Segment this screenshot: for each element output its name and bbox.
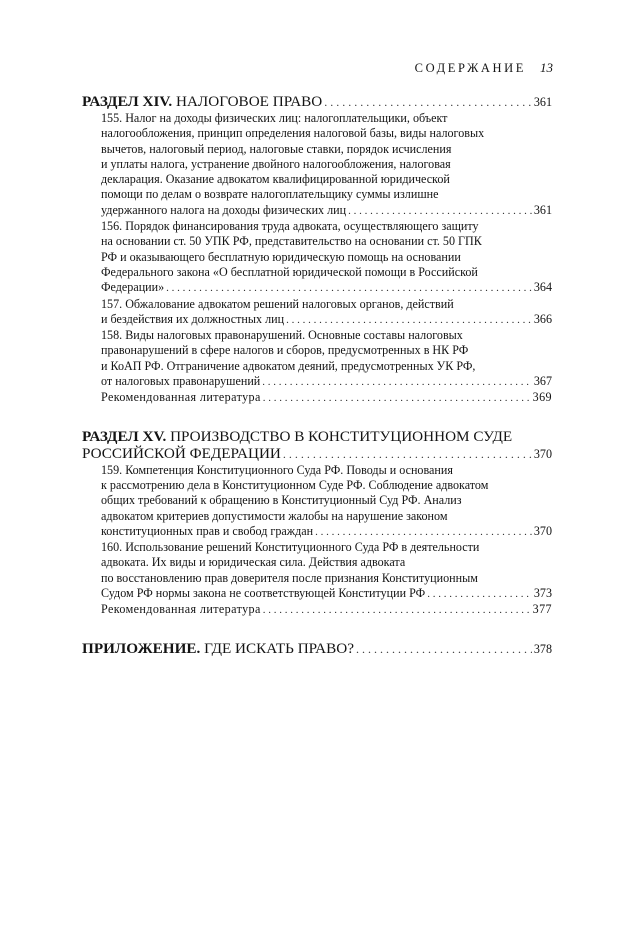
toc-entry-line xyxy=(101,493,552,508)
toc-entry-line xyxy=(101,265,552,280)
section-title-text: ГДЕ ИСКАТЬ ПРАВО? xyxy=(204,639,354,657)
page-number: 13 xyxy=(540,60,553,75)
toc-entry-line xyxy=(101,390,552,406)
section-label: РАЗДЕЛ XIV. xyxy=(82,93,173,110)
toc-entry-text: Судом РФ нормы закона не соответствующей Конституции РФ xyxy=(101,586,426,601)
dot-leader xyxy=(348,204,532,219)
section-page-number: 370 xyxy=(533,446,552,461)
toc-entry-text: на основании ст. 50 УПК РФ, представительство на основании ст. 50 ГПК xyxy=(101,234,482,249)
toc-entry-page-number: 369 xyxy=(532,390,552,405)
section-heading-text xyxy=(82,93,322,110)
toc-entry-text: 159. Компетенция Конституционного Суда РФ. Поводы и основания xyxy=(101,462,453,477)
toc-entry-page-number: 366 xyxy=(533,311,552,326)
section-heading-line xyxy=(82,445,552,463)
toc-entry-page-number: 377 xyxy=(532,602,552,617)
toc-entry-text: конституционных прав и свобод граждан xyxy=(101,523,314,538)
toc-entry xyxy=(101,297,552,329)
toc-entry-text: Федерального закона «О бесплатной юридической помощи в Российской xyxy=(101,264,478,279)
toc-entry-line xyxy=(101,203,552,219)
toc-entry-line xyxy=(101,219,552,234)
running-head-title: СОДЕРЖАНИЕ xyxy=(414,61,526,75)
recommended-literature-entry xyxy=(101,602,552,618)
section-label: ПРИЛОЖЕНИЕ. xyxy=(82,639,201,657)
toc-entry-text: 158. Виды налоговых правонарушений. Основные составы налоговых xyxy=(101,328,463,343)
toc-entry-page-number: 367 xyxy=(533,374,552,389)
section-label: РАЗДЕЛ XV. xyxy=(82,427,167,445)
toc-entry-text: 156. Порядок финансирования труда адвоката, осуществляющего защиту xyxy=(101,219,479,234)
dot-leader xyxy=(356,641,532,658)
section-heading xyxy=(82,640,552,658)
dot-leader xyxy=(324,94,532,111)
toc-entry-line xyxy=(101,555,552,570)
toc-entry-text: вычетов, налоговый период, налоговые ставки, порядок исчисления xyxy=(101,141,452,156)
dot-leader xyxy=(286,313,532,328)
toc-entry-line xyxy=(101,157,552,172)
toc-entry-line xyxy=(101,509,552,524)
section-title-text: НАЛОГОВОЕ ПРАВО xyxy=(175,93,323,110)
toc-entry-text: правонарушений в сфере налогов и сборов, предусмотренных в НК РФ xyxy=(101,343,469,358)
toc-entry-text: от налоговых правонарушений xyxy=(101,374,261,389)
toc-entry-text: налогообложения, принцип определения налоговой базы, виды налоговых xyxy=(101,126,485,141)
dot-leader xyxy=(166,281,532,296)
dot-leader xyxy=(315,525,532,540)
toc-entry-line xyxy=(101,343,552,358)
toc-entry xyxy=(101,219,552,296)
toc-entry-text: РФ и оказывающего бесплатную юридическую помощь на основании xyxy=(101,249,461,264)
toc-entry-line xyxy=(101,234,552,249)
toc-entry-text: помощи по делам о возврате налогоплательщику суммы излишне xyxy=(101,187,439,202)
toc-entries xyxy=(101,463,552,619)
dot-leader xyxy=(262,375,532,390)
toc-entry-line xyxy=(101,111,552,126)
section-heading-text xyxy=(82,428,512,445)
toc-entry-line xyxy=(101,250,552,265)
toc-entry-line xyxy=(101,187,552,202)
toc-entry xyxy=(101,540,552,602)
section-heading-line xyxy=(82,640,552,658)
toc-entry-line xyxy=(101,586,552,602)
toc-entry-text: и уплаты налога, устранение двойного налогообложения, налоговая xyxy=(101,156,451,171)
section-heading xyxy=(82,428,552,463)
toc-entry-page-number: 364 xyxy=(533,280,552,295)
section-page-number: 378 xyxy=(533,641,552,656)
dot-leader xyxy=(427,587,532,602)
dot-leader xyxy=(263,391,531,406)
toc-entries xyxy=(101,111,552,407)
toc-entry-text: общих требований к обращению в Конституционный Суд РФ. Анализ xyxy=(101,493,462,508)
toc-entry-text: 157. Обжалование адвокатом решений налоговых органов, действий xyxy=(101,296,454,311)
toc-entry-text: адвокатом критериев допустимости жалобы на нарушение законом xyxy=(101,508,448,523)
toc-entry xyxy=(101,111,552,219)
toc-entry-text: Рекомендованная литература xyxy=(101,390,261,405)
toc-entry-text: Федерации» xyxy=(101,280,165,295)
toc-entry xyxy=(101,328,552,390)
recommended-literature-entry xyxy=(101,390,552,406)
toc-entry-line xyxy=(101,463,552,478)
toc-section xyxy=(82,640,552,658)
toc-entry-line xyxy=(101,478,552,493)
toc-entry-line xyxy=(101,374,552,390)
dot-leader xyxy=(283,446,532,463)
toc-entry-page-number: 370 xyxy=(533,523,552,538)
toc-entry-text: к рассмотрению дела в Конституционном Суде РФ. Соблюдение адвокатом xyxy=(101,477,489,492)
toc-entry-text: Рекомендованная литература xyxy=(101,602,261,617)
section-heading-line xyxy=(82,428,552,445)
section-page-number: 361 xyxy=(533,95,552,109)
toc-entry-line xyxy=(101,359,552,374)
section-heading-text xyxy=(82,445,281,462)
toc-entry-text: 160. Использование решений Конституционного Суда РФ в деятельности xyxy=(101,540,480,555)
toc-entry-line xyxy=(101,524,552,540)
toc-entry-line xyxy=(101,280,552,296)
toc-entry-text: адвоката. Их виды и юридическая сила. Действия адвоката xyxy=(101,555,406,570)
toc-entry-text: по восстановлению прав доверителя после признания Конституционным xyxy=(101,570,478,585)
toc-entry-line xyxy=(101,312,552,328)
toc-entry-line xyxy=(101,142,552,157)
section-title-text: РОССИЙСКОЙ ФЕДЕРАЦИИ xyxy=(82,444,281,462)
toc-entry xyxy=(101,463,552,540)
toc-entry-text: декларация. Оказание адвокатом квалифицированной юридической xyxy=(101,172,450,187)
toc-entry-text: и КоАП РФ. Отграничение адвокатом деяний, предусмотренных УК РФ, xyxy=(101,358,476,373)
section-heading-text xyxy=(82,640,354,657)
toc-entry-text: и бездействия их должностных лиц xyxy=(101,311,285,326)
toc-entry-line xyxy=(101,571,552,586)
toc-entry-page-number: 373 xyxy=(533,586,552,601)
section-heading xyxy=(82,93,552,111)
toc-section xyxy=(82,93,552,407)
toc-entry-text: 155. Налог на доходы физических лиц: налогоплательщики, объект xyxy=(101,111,448,125)
toc-entry-line xyxy=(101,328,552,343)
toc-entry-page-number: 361 xyxy=(533,202,552,217)
section-heading-line xyxy=(82,93,552,111)
toc-entry-line xyxy=(101,172,552,187)
toc-entry-line xyxy=(101,297,552,312)
toc-entry-text: удержанного налога на доходы физических лиц xyxy=(101,202,347,217)
table-of-contents xyxy=(82,93,552,679)
running-head xyxy=(415,60,553,76)
dot-leader xyxy=(263,603,531,618)
toc-entry-line xyxy=(101,126,552,141)
toc-entry-line xyxy=(101,540,552,555)
section-title-text: ПРОИЗВОДСТВО В КОНСТИТУЦИОННОМ СУДЕ xyxy=(170,427,513,445)
toc-section xyxy=(82,428,552,619)
toc-entry-line xyxy=(101,602,552,618)
